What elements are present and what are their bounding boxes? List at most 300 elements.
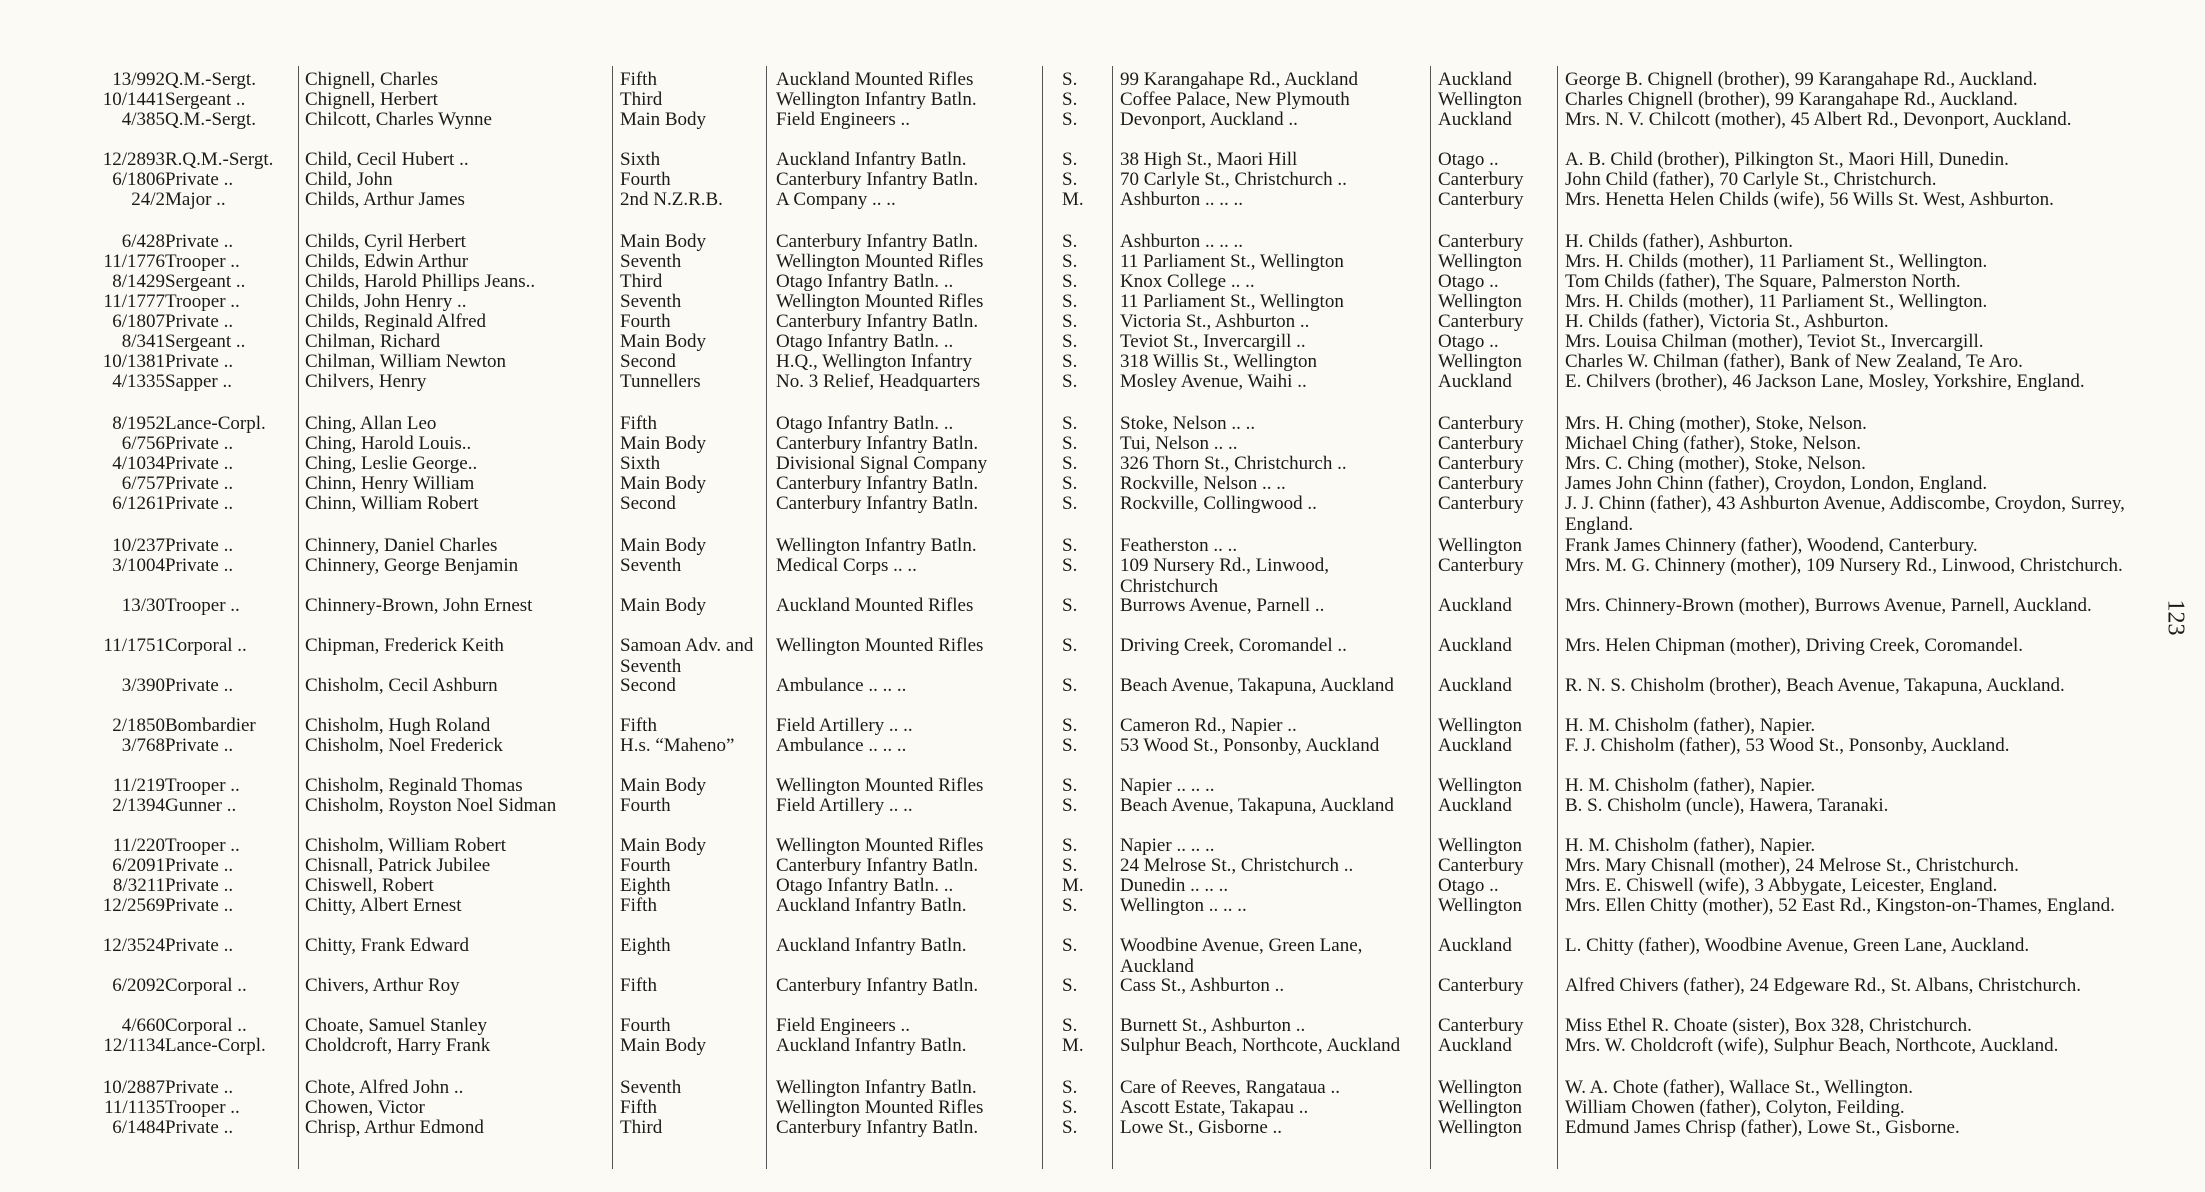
name-cell: Chilman, William Newton: [305, 351, 507, 372]
next-of-kin-cell: Mrs. E. Chiswell (wife), 3 Abbygate, Leicester, England.: [1565, 875, 1998, 896]
last-address-cell: Knox College .. ..: [1120, 271, 1255, 292]
district-cell: Wellington: [1438, 351, 1522, 372]
corps-cell: Canterbury Infantry Batln.: [776, 311, 979, 332]
corps-cell: Wellington Infantry Batln.: [776, 1077, 977, 1098]
unit-embarked-cell: Main Body: [620, 775, 707, 796]
name-cell: Childs, Harold Phillips Jeans..: [305, 271, 536, 292]
unit-embarked-cell: Fourth: [620, 855, 671, 876]
district-cell: Wellington: [1438, 775, 1522, 796]
unit-embarked-cell: Seventh: [620, 555, 682, 576]
unit-embarked-cell: Main Body: [620, 1035, 707, 1056]
name-cell: Chisnall, Patrick Jubilee: [305, 855, 491, 876]
name-cell: Choate, Samuel Stanley: [305, 1015, 488, 1036]
district-cell: Wellington: [1438, 1097, 1522, 1118]
name-cell: Chilvers, Henry: [305, 371, 427, 392]
service-number-cell: 11/1135: [104, 1097, 165, 1118]
corps-cell: Wellington Infantry Batln.: [776, 89, 977, 110]
service-number-cell: 8/1429: [112, 271, 165, 292]
last-address-cell: 11 Parliament St., Wellington: [1120, 251, 1344, 272]
next-of-kin-cell: William Chowen (father), Colyton, Feilding.: [1565, 1097, 1905, 1118]
name-cell: Choldcroft, Harry Frank: [305, 1035, 491, 1056]
service-number-cell: 12/1134: [103, 1035, 165, 1056]
next-of-kin-cell: B. S. Chisholm (uncle), Hawera, Taranaki.: [1565, 795, 1889, 816]
unit-embarked-cell: Seventh: [620, 291, 682, 312]
unit-embarked-cell: 2nd N.Z.R.B.: [620, 189, 723, 210]
district-cell: Canterbury: [1438, 473, 1524, 494]
unit-embarked-cell: Main Body: [620, 473, 707, 494]
rank-cell: Corporal ..: [165, 975, 247, 996]
name-cell: Chote, Alfred John ..: [305, 1077, 464, 1098]
rank-cell: Trooper ..: [165, 835, 240, 856]
next-of-kin-cell: J. J. Chinn (father), 43 Ashburton Avenue, Addiscombe, Croydon, Surrey, England.: [1565, 493, 2125, 535]
name-cell: Ching, Allan Leo: [305, 413, 437, 434]
corps-cell: Canterbury Infantry Batln.: [776, 231, 979, 252]
next-of-kin-cell: Mrs. H. Childs (mother), 11 Parliament St., Wellington.: [1565, 251, 1988, 272]
corps-cell: Wellington Mounted Rifles: [776, 291, 984, 312]
district-cell: Wellington: [1438, 835, 1522, 856]
marital-status-cell: S.: [1062, 1015, 1078, 1036]
name-cell: Chitty, Albert Ernest: [305, 895, 462, 916]
next-of-kin-cell: E. Chilvers (brother), 46 Jackson Lane, Mosley, Yorkshire, England.: [1565, 371, 2085, 392]
corps-cell: Wellington Mounted Rifles: [776, 1097, 984, 1118]
marital-status-cell: S.: [1062, 555, 1078, 576]
rank-cell: Trooper ..: [165, 1097, 240, 1118]
rank-cell: Private ..: [165, 453, 234, 474]
district-cell: Auckland: [1438, 675, 1512, 696]
last-address-cell: Ashburton .. .. ..: [1120, 189, 1243, 210]
next-of-kin-cell: George B. Chignell (brother), 99 Karangahape Rd., Auckland.: [1565, 69, 2038, 90]
next-of-kin-cell: R. N. S. Chisholm (brother), Beach Avenue, Takapuna, Auckland.: [1565, 675, 2065, 696]
service-number-cell: 4/660: [121, 1015, 165, 1036]
next-of-kin-cell: Tom Childs (father), The Square, Palmerston North.: [1565, 271, 1961, 292]
rank-cell: Private ..: [165, 433, 234, 454]
unit-embarked-cell: Eighth: [620, 875, 671, 896]
service-number-cell: 11/219: [112, 775, 165, 796]
last-address-cell: 318 Willis St., Wellington: [1120, 351, 1318, 372]
corps-cell: Field Artillery .. ..: [776, 795, 913, 816]
unit-embarked-cell: Third: [620, 271, 663, 292]
next-of-kin-cell: Mrs. M. G. Chinnery (mother), 109 Nursery Rd., Linwood, Christchurch.: [1565, 555, 2123, 576]
corps-cell: Auckland Infantry Batln.: [776, 895, 967, 916]
rank-cell: Private ..: [165, 895, 234, 916]
next-of-kin-cell: A. B. Child (brother), Pilkington St., Maori Hill, Dunedin.: [1565, 149, 2009, 170]
unit-embarked-cell: Main Body: [620, 595, 707, 616]
column-rule: [1112, 66, 1113, 1169]
page-number: 123: [2162, 599, 2189, 636]
corps-cell: Field Artillery .. ..: [776, 715, 913, 736]
service-number-cell: 6/757: [121, 473, 165, 494]
marital-status-cell: S.: [1062, 975, 1078, 996]
rank-cell: Sergeant ..: [165, 271, 246, 292]
unit-embarked-cell: Main Body: [620, 109, 707, 130]
last-address-cell: Wellington .. .. ..: [1120, 895, 1247, 916]
last-address-cell: 38 High St., Maori Hill: [1120, 149, 1298, 170]
unit-embarked-cell: Second: [620, 675, 676, 696]
rank-cell: Private ..: [165, 1077, 234, 1098]
unit-embarked-cell: Second: [620, 493, 676, 514]
service-number-cell: 8/3211: [112, 875, 165, 896]
rank-cell: Sergeant ..: [165, 331, 246, 352]
service-number-cell: 6/428: [121, 231, 165, 252]
unit-embarked-cell: Fourth: [620, 795, 671, 816]
marital-status-cell: S.: [1062, 311, 1078, 332]
marital-status-cell: S.: [1062, 493, 1078, 514]
service-number-cell: 8/341: [121, 331, 165, 352]
name-cell: Chinnery-Brown, John Ernest: [305, 595, 533, 616]
corps-cell: Canterbury Infantry Batln.: [776, 473, 979, 494]
last-address-cell: Beach Avenue, Takapuna, Auckland: [1120, 795, 1394, 816]
name-cell: Chisholm, Reginald Thomas: [305, 775, 523, 796]
district-cell: Canterbury: [1438, 453, 1524, 474]
last-address-cell: 326 Thorn St., Christchurch ..: [1120, 453, 1347, 474]
name-cell: Chignell, Herbert: [305, 89, 438, 110]
next-of-kin-cell: Miss Ethel R. Choate (sister), Box 328, Christchurch.: [1565, 1015, 1972, 1036]
corps-cell: Field Engineers ..: [776, 1015, 911, 1036]
rank-cell: Q.M.-Sergt.: [165, 69, 256, 90]
district-cell: Wellington: [1438, 251, 1522, 272]
rank-cell: Corporal ..: [165, 635, 247, 656]
column-rule: [1557, 66, 1558, 1169]
last-address-cell: Featherston .. ..: [1120, 535, 1238, 556]
column-rule: [1042, 66, 1043, 1169]
marital-status-cell: S.: [1062, 473, 1078, 494]
service-number-cell: 11/1776: [103, 251, 165, 272]
service-number-cell: 24/2: [131, 189, 165, 210]
district-cell: Canterbury: [1438, 413, 1524, 434]
unit-embarked-cell: Main Body: [620, 535, 707, 556]
corps-cell: No. 3 Relief, Headquarters: [776, 371, 981, 392]
rank-cell: Private ..: [165, 855, 234, 876]
corps-cell: Wellington Mounted Rifles: [776, 251, 984, 272]
last-address-cell: Ascott Estate, Takapau ..: [1120, 1097, 1309, 1118]
last-address-cell: Mosley Avenue, Waihi ..: [1120, 371, 1307, 392]
next-of-kin-cell: Mrs. N. V. Chilcott (mother), 45 Albert Rd., Devonport, Auckland.: [1565, 109, 2072, 130]
name-cell: Chivers, Arthur Roy: [305, 975, 460, 996]
unit-embarked-cell: Fifth: [620, 895, 657, 916]
district-cell: Canterbury: [1438, 433, 1524, 454]
name-cell: Chinnery, Daniel Charles: [305, 535, 498, 556]
column-rule: [612, 66, 613, 1169]
name-cell: Child, John: [305, 169, 393, 190]
name-cell: Ching, Harold Louis..: [305, 433, 472, 454]
service-number-cell: 4/1335: [112, 371, 165, 392]
corps-cell: Ambulance .. .. ..: [776, 675, 907, 696]
last-address-cell: Sulphur Beach, Northcote, Auckland: [1120, 1035, 1401, 1056]
last-address-cell: 24 Melrose St., Christchurch ..: [1120, 855, 1354, 876]
marital-status-cell: S.: [1062, 715, 1078, 736]
next-of-kin-cell: Mrs. Louisa Chilman (mother), Teviot St., Invercargill.: [1565, 331, 1984, 352]
unit-embarked-cell: Fifth: [620, 69, 657, 90]
service-number-cell: 6/2091: [112, 855, 165, 876]
unit-embarked-cell: Main Body: [620, 331, 707, 352]
name-cell: Chilcott, Charles Wynne: [305, 109, 492, 130]
rank-cell: Q.M.-Sergt.: [165, 109, 256, 130]
district-cell: Auckland: [1438, 635, 1512, 656]
service-number-cell: 13/992: [112, 69, 165, 90]
next-of-kin-cell: Charles Chignell (brother), 99 Karangahape Rd., Auckland.: [1565, 89, 2018, 110]
next-of-kin-cell: Frank James Chinnery (father), Woodend, Canterbury.: [1565, 535, 1978, 556]
district-cell: Auckland: [1438, 1035, 1512, 1056]
corps-cell: Wellington Mounted Rifles: [776, 775, 984, 796]
corps-cell: Otago Infantry Batln. ..: [776, 413, 954, 434]
rank-cell: Private ..: [165, 675, 234, 696]
rank-cell: Private ..: [165, 735, 234, 756]
name-cell: Chisholm, William Robert: [305, 835, 507, 856]
district-cell: Wellington: [1438, 715, 1522, 736]
service-number-cell: 6/756: [121, 433, 165, 454]
next-of-kin-cell: Mrs. Mary Chisnall (mother), 24 Melrose St., Christchurch.: [1565, 855, 2019, 876]
name-cell: Chinnery, George Benjamin: [305, 555, 519, 576]
district-cell: Canterbury: [1438, 975, 1524, 996]
rank-cell: Private ..: [165, 169, 234, 190]
district-cell: Auckland: [1438, 69, 1512, 90]
district-cell: Otago ..: [1438, 875, 1499, 896]
rank-cell: Lance-Corpl.: [165, 413, 266, 434]
name-cell: Chisholm, Royston Noel Sidman: [305, 795, 557, 816]
rank-cell: Private ..: [165, 1117, 234, 1138]
next-of-kin-cell: H. M. Chisholm (father), Napier.: [1565, 715, 1816, 736]
marital-status-cell: S.: [1062, 453, 1078, 474]
corps-cell: Canterbury Infantry Batln.: [776, 433, 979, 454]
unit-embarked-cell: Fifth: [620, 715, 657, 736]
marital-status-cell: S.: [1062, 735, 1078, 756]
name-cell: Chowen, Victor: [305, 1097, 425, 1118]
corps-cell: H.Q., Wellington Infantry: [776, 351, 973, 372]
next-of-kin-cell: Michael Ching (father), Stoke, Nelson.: [1565, 433, 1862, 454]
last-address-cell: Stoke, Nelson .. ..: [1120, 413, 1256, 434]
rank-cell: Private ..: [165, 311, 234, 332]
service-number-cell: 11/1751: [103, 635, 165, 656]
marital-status-cell: S.: [1062, 775, 1078, 796]
corps-cell: Wellington Infantry Batln.: [776, 535, 977, 556]
rank-cell: Bombardier: [165, 715, 256, 736]
marital-status-cell: S.: [1062, 109, 1078, 130]
district-cell: Wellington: [1438, 535, 1522, 556]
district-cell: Wellington: [1438, 291, 1522, 312]
next-of-kin-cell: F. J. Chisholm (father), 53 Wood St., Ponsonby, Auckland.: [1565, 735, 2010, 756]
unit-embarked-cell: Second: [620, 351, 676, 372]
district-cell: Canterbury: [1438, 1015, 1524, 1036]
last-address-cell: Woodbine Avenue, Green Lane, Auckland: [1120, 935, 1363, 977]
last-address-cell: Rockville, Nelson .. ..: [1120, 473, 1286, 494]
service-number-cell: 12/2893: [102, 149, 165, 170]
last-address-cell: 99 Karangahape Rd., Auckland: [1120, 69, 1358, 90]
rank-cell: Trooper ..: [165, 291, 240, 312]
service-number-cell: 2/1850: [112, 715, 165, 736]
marital-status-cell: S.: [1062, 535, 1078, 556]
service-number-cell: 6/1807: [112, 311, 165, 332]
next-of-kin-cell: Mrs. Ellen Chitty (mother), 52 East Rd., Kingston-on-Thames, England.: [1565, 895, 2115, 916]
service-number-cell: 13/30: [121, 595, 165, 616]
corps-cell: Medical Corps .. ..: [776, 555, 917, 576]
last-address-cell: Burrows Avenue, Parnell ..: [1120, 595, 1325, 616]
district-cell: Canterbury: [1438, 493, 1524, 514]
rank-cell: Corporal ..: [165, 1015, 247, 1036]
next-of-kin-cell: James John Chinn (father), Croydon, London, England.: [1565, 473, 1988, 494]
next-of-kin-cell: Mrs. H. Childs (mother), 11 Parliament St., Wellington.: [1565, 291, 1988, 312]
next-of-kin-cell: Mrs. H. Ching (mother), Stoke, Nelson.: [1565, 413, 1867, 434]
corps-cell: Auckland Mounted Rifles: [776, 69, 974, 90]
district-cell: Canterbury: [1438, 555, 1524, 576]
column-rule: [766, 66, 767, 1169]
last-address-cell: Beach Avenue, Takapuna, Auckland: [1120, 675, 1394, 696]
last-address-cell: Napier .. .. ..: [1120, 775, 1215, 796]
marital-status-cell: S.: [1062, 895, 1078, 916]
rank-cell: Private ..: [165, 555, 234, 576]
district-cell: Wellington: [1438, 895, 1522, 916]
marital-status-cell: S.: [1062, 1117, 1078, 1138]
marital-status-cell: S.: [1062, 251, 1078, 272]
corps-cell: Canterbury Infantry Batln.: [776, 169, 979, 190]
name-cell: Chiswell, Robert: [305, 875, 434, 896]
column-rule: [298, 66, 299, 1169]
next-of-kin-cell: H. M. Chisholm (father), Napier.: [1565, 835, 1816, 856]
last-address-cell: Burnett St., Ashburton ..: [1120, 1015, 1306, 1036]
marital-status-cell: S.: [1062, 1097, 1078, 1118]
rank-cell: Trooper ..: [165, 775, 240, 796]
marital-status-cell: M.: [1062, 189, 1084, 210]
next-of-kin-cell: H. Childs (father), Victoria St., Ashburton.: [1565, 311, 1889, 332]
next-of-kin-cell: Mrs. Henetta Helen Childs (wife), 56 Wills St. West, Ashburton.: [1565, 189, 2054, 210]
district-cell: Wellington: [1438, 1117, 1522, 1138]
service-number-cell: 10/1381: [102, 351, 165, 372]
last-address-cell: Driving Creek, Coromandel ..: [1120, 635, 1347, 656]
marital-status-cell: M.: [1062, 1035, 1084, 1056]
last-address-cell: Cameron Rd., Napier ..: [1120, 715, 1297, 736]
marital-status-cell: S.: [1062, 69, 1078, 90]
rank-cell: Private ..: [165, 473, 234, 494]
next-of-kin-cell: Mrs. W. Choldcroft (wife), Sulphur Beach, Northcote, Auckland.: [1565, 1035, 2059, 1056]
unit-embarked-cell: Third: [620, 89, 663, 110]
marital-status-cell: S.: [1062, 413, 1078, 434]
unit-embarked-cell: Fourth: [620, 169, 671, 190]
rank-cell: Private ..: [165, 493, 234, 514]
district-cell: Auckland: [1438, 371, 1512, 392]
service-number-cell: 4/1034: [112, 453, 165, 474]
service-number-cell: 3/768: [121, 735, 165, 756]
district-cell: Auckland: [1438, 735, 1512, 756]
marital-status-cell: S.: [1062, 169, 1078, 190]
corps-cell: Auckland Infantry Batln.: [776, 935, 967, 956]
name-cell: Chinn, William Robert: [305, 493, 479, 514]
corps-cell: Otago Infantry Batln. ..: [776, 271, 954, 292]
name-cell: Childs, Reginald Alfred: [305, 311, 487, 332]
service-number-cell: 10/2887: [102, 1077, 165, 1098]
rank-cell: Private ..: [165, 231, 234, 252]
rank-cell: Private ..: [165, 875, 234, 896]
rank-cell: Major ..: [165, 189, 226, 210]
rank-cell: Gunner ..: [165, 795, 237, 816]
service-number-cell: 11/1777: [103, 291, 165, 312]
district-cell: Canterbury: [1438, 311, 1524, 332]
name-cell: Childs, Edwin Arthur: [305, 251, 469, 272]
next-of-kin-cell: Mrs. Helen Chipman (mother), Driving Creek, Coromandel.: [1565, 635, 2024, 656]
corps-cell: Wellington Mounted Rifles: [776, 835, 984, 856]
corps-cell: Canterbury Infantry Batln.: [776, 855, 979, 876]
service-number-cell: 6/1261: [112, 493, 165, 514]
district-cell: Wellington: [1438, 1077, 1522, 1098]
corps-cell: Canterbury Infantry Batln.: [776, 975, 979, 996]
unit-embarked-cell: Main Body: [620, 433, 707, 454]
name-cell: Chilman, Richard: [305, 331, 441, 352]
marital-status-cell: S.: [1062, 89, 1078, 110]
rank-cell: Private ..: [165, 351, 234, 372]
service-number-cell: 11/220: [112, 835, 165, 856]
unit-embarked-cell: Fourth: [620, 1015, 671, 1036]
service-number-cell: 6/2092: [112, 975, 165, 996]
unit-embarked-cell: Samoan Adv. and Seventh: [620, 635, 754, 677]
column-rule: [1430, 66, 1431, 1169]
next-of-kin-cell: L. Chitty (father), Woodbine Avenue, Green Lane, Auckland.: [1565, 935, 2030, 956]
next-of-kin-cell: H. M. Chisholm (father), Napier.: [1565, 775, 1816, 796]
unit-embarked-cell: Fifth: [620, 1097, 657, 1118]
district-cell: Canterbury: [1438, 169, 1524, 190]
unit-embarked-cell: Tunnellers: [620, 371, 701, 392]
marital-status-cell: S.: [1062, 635, 1078, 656]
unit-embarked-cell: Third: [620, 1117, 663, 1138]
name-cell: Chinn, Henry William: [305, 473, 475, 494]
corps-cell: A Company .. ..: [776, 189, 896, 210]
corps-cell: Canterbury Infantry Batln.: [776, 493, 979, 514]
last-address-cell: 53 Wood St., Ponsonby, Auckland: [1120, 735, 1380, 756]
last-address-cell: Coffee Palace, New Plymouth: [1120, 89, 1350, 110]
marital-status-cell: S.: [1062, 351, 1078, 372]
corps-cell: Otago Infantry Batln. ..: [776, 331, 954, 352]
corps-cell: Divisional Signal Company: [776, 453, 988, 474]
corps-cell: Auckland Mounted Rifles: [776, 595, 974, 616]
last-address-cell: Dunedin .. .. ..: [1120, 875, 1229, 896]
service-number-cell: 12/2569: [102, 895, 165, 916]
marital-status-cell: S.: [1062, 331, 1078, 352]
last-address-cell: Ashburton .. .. ..: [1120, 231, 1243, 252]
rank-cell: Trooper ..: [165, 595, 240, 616]
corps-cell: Ambulance .. .. ..: [776, 735, 907, 756]
name-cell: Childs, Cyril Herbert: [305, 231, 466, 252]
unit-embarked-cell: H.s. “Maheno”: [620, 735, 735, 756]
corps-cell: Auckland Infantry Batln.: [776, 1035, 967, 1056]
marital-status-cell: S.: [1062, 149, 1078, 170]
marital-status-cell: S.: [1062, 271, 1078, 292]
service-number-cell: 3/1004: [112, 555, 165, 576]
last-address-cell: Devonport, Auckland ..: [1120, 109, 1298, 130]
last-address-cell: 109 Nursery Rd., Linwood, Christchurch: [1120, 555, 1329, 597]
next-of-kin-cell: Mrs. C. Ching (mother), Stoke, Nelson.: [1565, 453, 1866, 474]
rank-cell: Sapper ..: [165, 371, 233, 392]
service-number-cell: 12/3524: [102, 935, 165, 956]
district-cell: Auckland: [1438, 595, 1512, 616]
corps-cell: Otago Infantry Batln. ..: [776, 875, 954, 896]
name-cell: Chisholm, Cecil Ashburn: [305, 675, 498, 696]
name-cell: Childs, John Henry ..: [305, 291, 467, 312]
unit-embarked-cell: Main Body: [620, 835, 707, 856]
unit-embarked-cell: Fifth: [620, 413, 657, 434]
next-of-kin-cell: Charles W. Chilman (father), Bank of New Zealand, Te Aro.: [1565, 351, 2023, 372]
rank-cell: Private ..: [165, 935, 234, 956]
district-cell: Canterbury: [1438, 189, 1524, 210]
unit-embarked-cell: Main Body: [620, 231, 707, 252]
next-of-kin-cell: Mrs. Chinnery-Brown (mother), Burrows Avenue, Parnell, Auckland.: [1565, 595, 2092, 616]
marital-status-cell: S.: [1062, 935, 1078, 956]
unit-embarked-cell: Seventh: [620, 251, 682, 272]
service-number-cell: 8/1952: [112, 413, 165, 434]
district-cell: Auckland: [1438, 795, 1512, 816]
name-cell: Childs, Arthur James: [305, 189, 465, 210]
last-address-cell: 70 Carlyle St., Christchurch ..: [1120, 169, 1347, 190]
service-number-cell: 6/1484: [112, 1117, 165, 1138]
rank-cell: R.Q.M.-Sergt.: [165, 149, 274, 170]
last-address-cell: Teviot St., Invercargill ..: [1120, 331, 1306, 352]
unit-embarked-cell: Sixth: [620, 149, 661, 170]
